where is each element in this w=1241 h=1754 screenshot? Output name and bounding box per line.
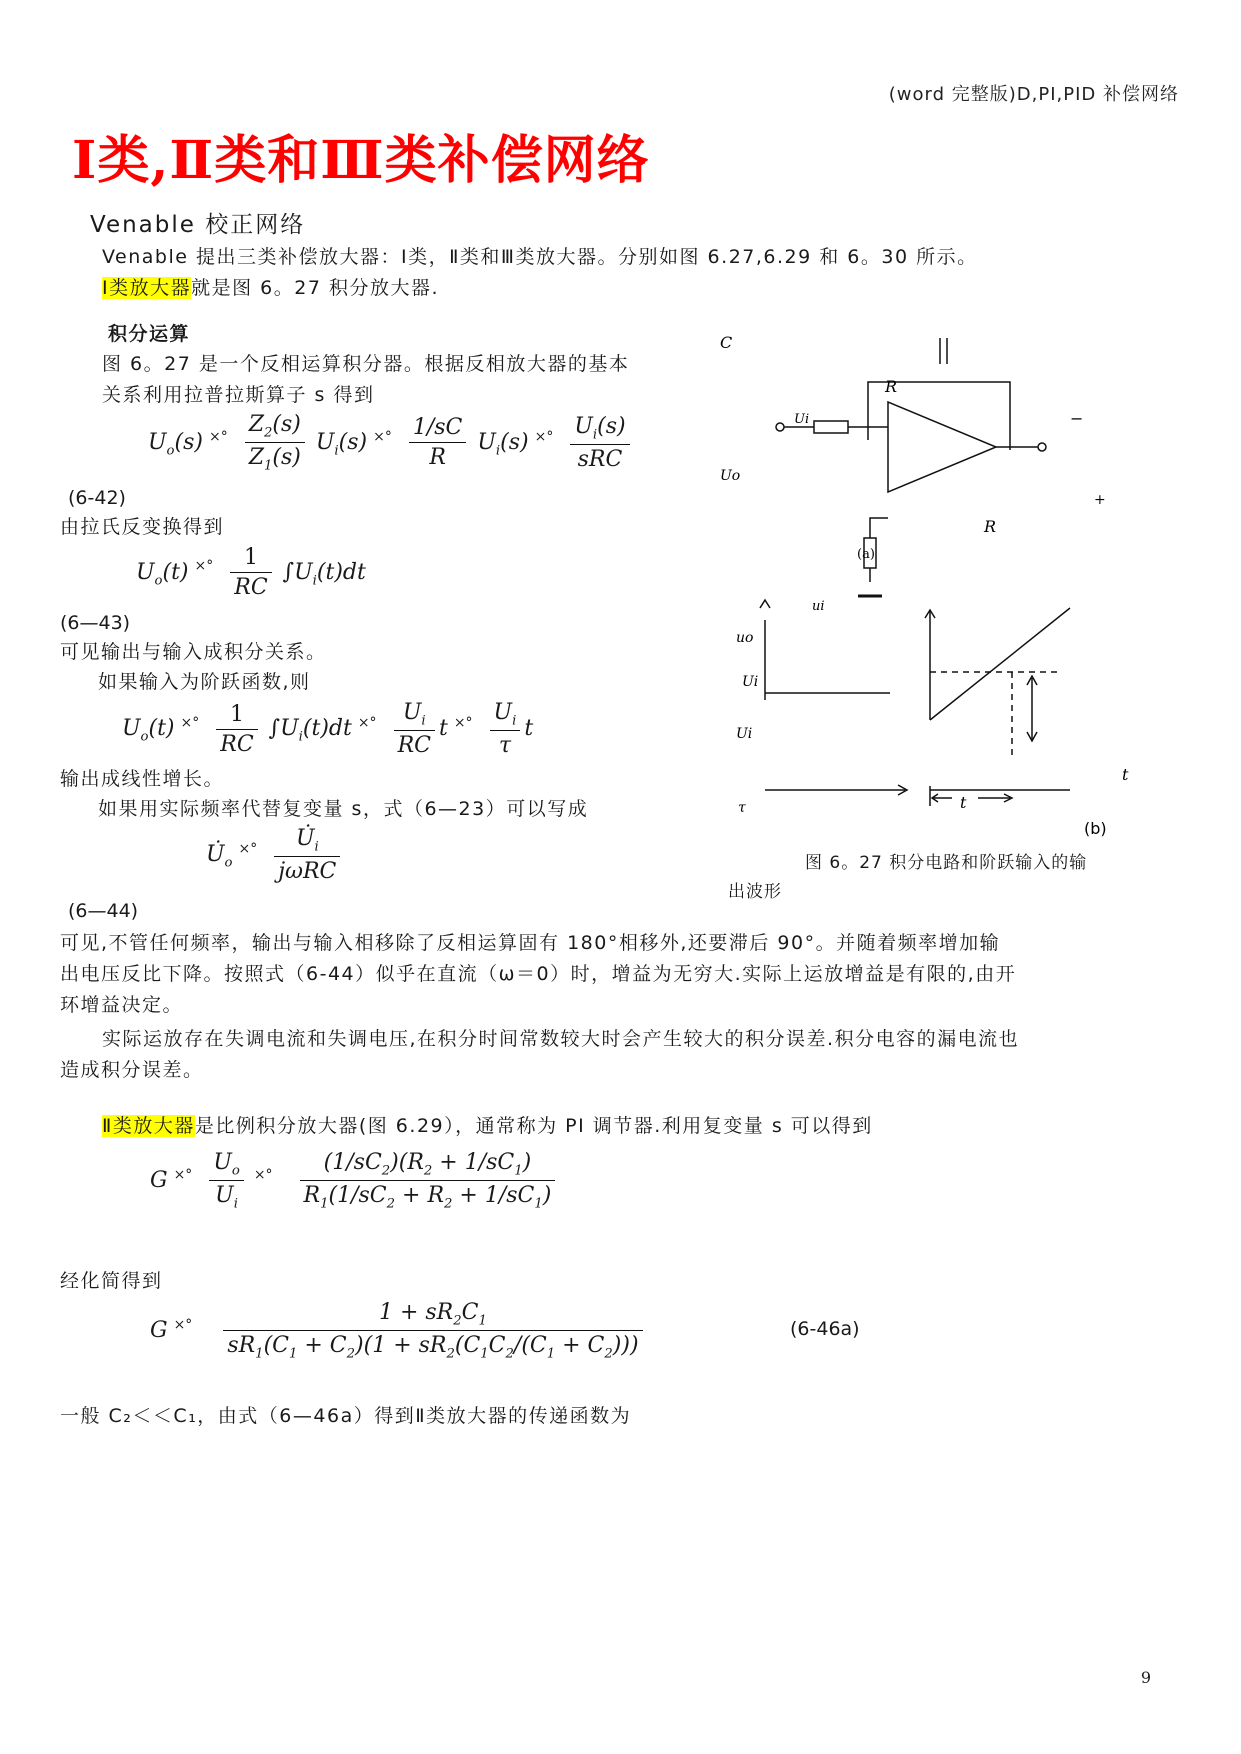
phase-text-line3: 环增益决定。 [60, 994, 184, 1016]
equation-number-6-46a: (6-46a) [790, 1318, 860, 1340]
step-input-text: 如果输入为阶跃函数,则 [98, 671, 311, 693]
equation-6-44: $U̇_o^{\times^\circ}$ $\frac{U̇_i}{\text{jωRC}}$ [206, 826, 344, 884]
opamp-triangle [888, 402, 996, 492]
intro-paragraph: Venable 提出三类补偿放大器：Ⅰ类，Ⅱ类和Ⅲ类放大器。分别如图 6.27,6.29 和 6。30 所示。 [102, 246, 978, 268]
type2-intro [102, 1117, 873, 1136]
label-ui: Ui [794, 412, 810, 427]
equation-number-6-42: (6-42) [68, 487, 126, 509]
output-terminal [1038, 443, 1046, 451]
equation-step-response: $U_o(t)$ ×° $\frac{1}{RC}$ $\int U_i(t)dt$ ×° $\frac{U_i}{RC}$ t ×° $\frac{U_i}{\tau}$ t [122, 700, 534, 759]
equation-number-6-44: (6—44) [68, 900, 139, 922]
type2-transfer-text: 一般 C₂＜＜C₁，由式（6—46a）得到Ⅱ类放大器的传递函数为 [60, 1405, 632, 1427]
label-ui-left2: Ui [736, 726, 753, 742]
label-a: (a) [857, 547, 875, 562]
integral-relation-text: 可见输出与输入成积分关系。 [60, 641, 327, 663]
figure-caption-line2: 出波形 [728, 882, 782, 902]
input-resistor [814, 421, 848, 433]
simplify-text: 经化简得到 [60, 1270, 163, 1292]
type1-intro-rest: 就是图 6。27 积分放大器. [191, 277, 439, 299]
phase-text-line1: 可见,不管任何频率，输出与输入相移除了反相运算固有 180°相移外,还要滞后 90°。并随着频率增加输 [60, 932, 1001, 954]
figure-caption-line1: 图 6。27 积分电路和阶跃输入的输 [805, 853, 1088, 873]
offset-text-line1: 实际运放存在失调电流和失调电压,在积分时间常数较大时会产生较大的积分误差.积分电容的漏电流也 [102, 1028, 1020, 1050]
label-r-bottom: R [984, 517, 997, 536]
section-subtitle: Venable 校正网络 [90, 212, 306, 238]
integrator-text-line2: 关系利用拉普拉斯算子 s 得到 [102, 384, 375, 406]
phase-text-line2: 出电压反比下降。按照式（6-44）似乎在直流（ω＝0）时，增益为无穷大.实际上运放增益是有限的,由开 [60, 963, 1017, 985]
equation-number-6-43: (6—43) [60, 612, 131, 634]
label-tau: τ [738, 800, 746, 816]
label-plus: + [1094, 492, 1106, 508]
linear-growth-text: 输出成线性增长。 [60, 768, 225, 790]
type1-highlight: Ⅰ类放大器 [102, 277, 192, 299]
label-ui-small: ui [812, 599, 825, 614]
type2-intro-rest: 是比例积分放大器(图 6.29），通常称为 PI 调节器.利用复变量 s 可以得到 [194, 1115, 873, 1137]
output-ramp [930, 608, 1070, 720]
label-c: C [720, 333, 733, 352]
equation-type2-gain: G ×° $\frac{U_o}{U_i}$ ×° $\frac{(1/sC_2)(R_2 + 1/sC_1)}{R_1(1/sC_2 + R_2 + 1/sC_1)}$ [150, 1150, 559, 1212]
laplace-inverse-text: 由拉氏反变换得到 [60, 516, 225, 538]
label-ui-left1: Ui [742, 674, 759, 690]
figure-6-27 [720, 320, 1200, 910]
label-t-axis: t [1122, 765, 1129, 784]
label-b: (b) [1084, 819, 1107, 838]
input-terminal [776, 423, 784, 431]
frequency-substitution-text: 如果用实际频率代替复变量 s，式（6—23）可以写成 [98, 798, 589, 820]
label-uo-left: uo [736, 630, 754, 646]
running-header: (word 完整版)D,PI,PID 补偿网络 [888, 84, 1179, 105]
label-minus: − [1070, 409, 1084, 428]
type1-intro [102, 279, 439, 298]
page-title: Ⅰ类,Ⅱ类和Ⅲ类补偿网络 [72, 130, 650, 191]
page-number: 9 [1140, 1668, 1151, 1687]
integral-heading: 积分运算 [108, 323, 191, 345]
type2-highlight: Ⅱ类放大器 [102, 1115, 195, 1137]
label-uo: Uo [720, 468, 741, 484]
equation-6-46a: G ×° $\frac{1 + sR_2C_1}{sR_1(C_1 + C_2)(1 + sR_2(C_1C_2/(C_1 + C_2)))}$ [150, 1300, 647, 1362]
equation-6-42: $U_o(s)$ ×° $\frac{Z_2(s)}{Z_1(s)}$ $U_i(s)$ ×° $\frac{1/sC}{R}$ $U_i(s)$ ×° $\frac{U_i(s)}{\text{sRC}}$ [148, 412, 634, 474]
label-r-top: R [885, 377, 898, 396]
offset-text-line2: 造成积分误差。 [60, 1059, 204, 1081]
integrator-text-line1: 图 6。27 是一个反相运算积分器。根据反相放大器的基本 [102, 353, 630, 375]
label-t-mid: t [960, 793, 967, 812]
equation-6-43: $U_o(t)$ ×° $\frac{1}{RC}$ $\int U_i(t)dt$ [136, 545, 366, 600]
